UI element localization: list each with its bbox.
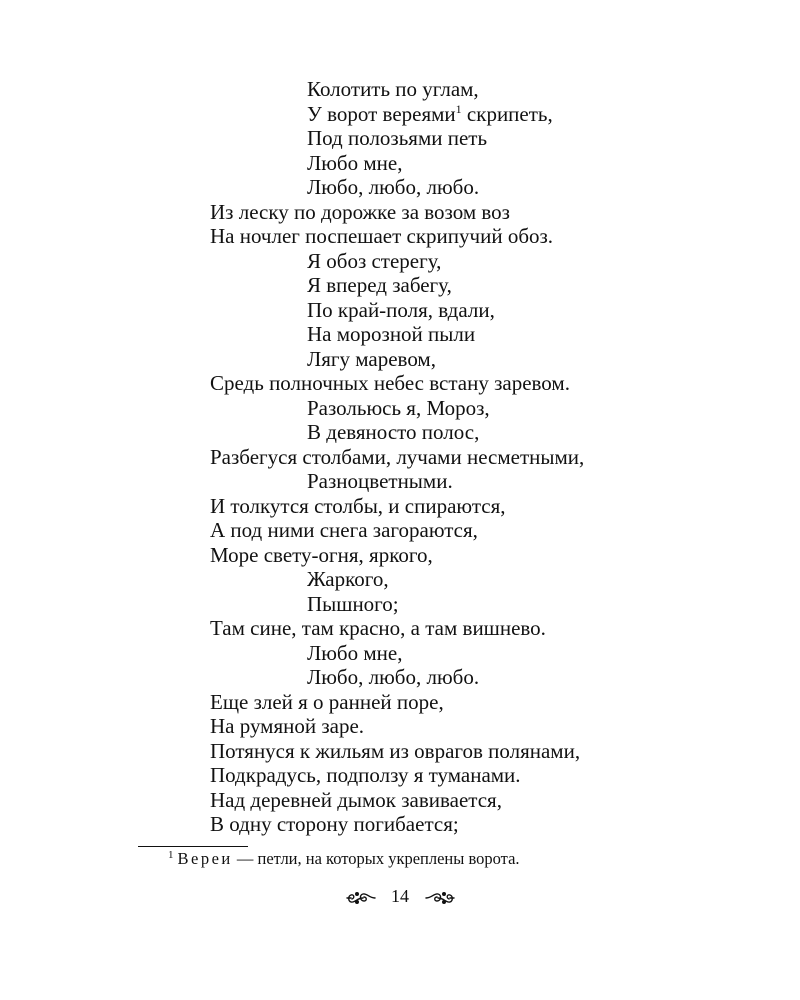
- poem-line: [0, 298, 800, 323]
- poem-line-continuation: скрипеть,: [461, 101, 553, 126]
- poem-line-text: Любо мне,: [307, 150, 403, 175]
- poem-line: [0, 371, 800, 396]
- poem-line-text: А под ними снега загораются,: [210, 518, 478, 542]
- poem-line: [0, 224, 800, 249]
- ornament-left-icon: [345, 890, 377, 906]
- poem-line-text: Потянуся к жильям из оврагов полянами,: [210, 738, 581, 763]
- poem-line-text: Разноцветными.: [307, 469, 453, 493]
- poem-body: [0, 77, 800, 837]
- poem-line: [0, 788, 800, 813]
- poem-line: [0, 420, 800, 445]
- poem-line-text: Там сине, там красно, а там вишнево.: [210, 616, 546, 640]
- poem-line: [0, 592, 800, 617]
- poem-line: [0, 494, 800, 519]
- poem-line-text: Разольюсь я, Мороз,: [307, 395, 490, 420]
- poem-line-text: Море свету-огня, яркого,: [210, 542, 433, 567]
- poem-line-text: Под полозьями петь: [307, 126, 488, 150]
- poem-line: [0, 665, 800, 690]
- poem-line: [0, 77, 800, 102]
- poem-line-text: Подкрадусь, подползу я туманами.: [210, 763, 521, 787]
- footnote: [168, 849, 520, 869]
- poem-line: [0, 249, 800, 274]
- poem-line-text: Любо, любо, любо.: [307, 175, 480, 199]
- footnote-reference: 1: [455, 101, 462, 116]
- poem-line: [0, 763, 800, 788]
- poem-line: [0, 151, 800, 176]
- poem-line-text: На ночлег поспешает скрипучий обоз.: [210, 224, 554, 248]
- poem-line: [0, 641, 800, 666]
- poem-line-text: Любо мне,: [307, 640, 403, 665]
- poem-line-text: Еще злей я о ранней поре,: [210, 689, 444, 714]
- poem-line: [0, 714, 800, 739]
- footnote-definition: — петли, на которых укреплены ворота.: [232, 849, 520, 868]
- poem-line-text: Разбегуся столбами, лучами несметными,: [210, 444, 585, 469]
- poem-line: [0, 739, 800, 764]
- poem-line: [0, 567, 800, 592]
- poem-line-text: Над деревней дымок завивается,: [210, 787, 502, 812]
- poem-line: [0, 518, 800, 543]
- poem-line-text: На румяной заре.: [210, 714, 365, 738]
- page-number: 14: [391, 886, 409, 906]
- poem-line-text: У ворот вереями: [307, 101, 456, 126]
- poem-line-text: Пышного;: [307, 591, 399, 616]
- poem-line: [0, 812, 800, 837]
- poem-line-text: Я обоз стерегу,: [307, 248, 442, 273]
- poem-line-text: На морозной пыли: [307, 322, 476, 346]
- poem-line: [0, 690, 800, 715]
- poem-line: [0, 273, 800, 298]
- poem-line: [0, 126, 800, 151]
- page-folio: [0, 886, 800, 907]
- poem-line: [0, 200, 800, 225]
- poem-line-text: Из леску по дорожке за возом воз: [210, 199, 510, 224]
- ornament-right-icon: [424, 890, 456, 906]
- poem-line-text: В девяносто полос,: [307, 420, 480, 444]
- poem-line-text: И толкутся столбы, и спираются,: [210, 493, 506, 518]
- poem-line: [0, 616, 800, 641]
- poem-line: [0, 396, 800, 421]
- poem-line: [0, 175, 800, 200]
- poem-line-text: Лягу маревом,: [307, 346, 436, 371]
- poem-line-text: Жаркого,: [307, 567, 389, 591]
- poem-line-text: По край-поля, вдали,: [307, 297, 495, 322]
- poem-line-text: Любо, любо, любо.: [307, 665, 480, 689]
- footnote-number: 1: [168, 849, 174, 861]
- poem-line: [0, 469, 800, 494]
- poem-line: [0, 543, 800, 568]
- poem-line: [0, 102, 800, 127]
- poem-line-text: В одну сторону погибается;: [210, 812, 459, 836]
- poem-line-text: Я вперед забегу,: [307, 273, 452, 297]
- poem-line: [0, 322, 800, 347]
- poem-line: [0, 445, 800, 470]
- poem-line: [0, 347, 800, 372]
- poem-line-text: Средь полночных небес встану заревом.: [210, 371, 570, 395]
- footnote-term: Вереи: [177, 849, 233, 868]
- poem-line-text: Колотить по углам,: [307, 77, 479, 101]
- footnote-rule: [138, 846, 248, 847]
